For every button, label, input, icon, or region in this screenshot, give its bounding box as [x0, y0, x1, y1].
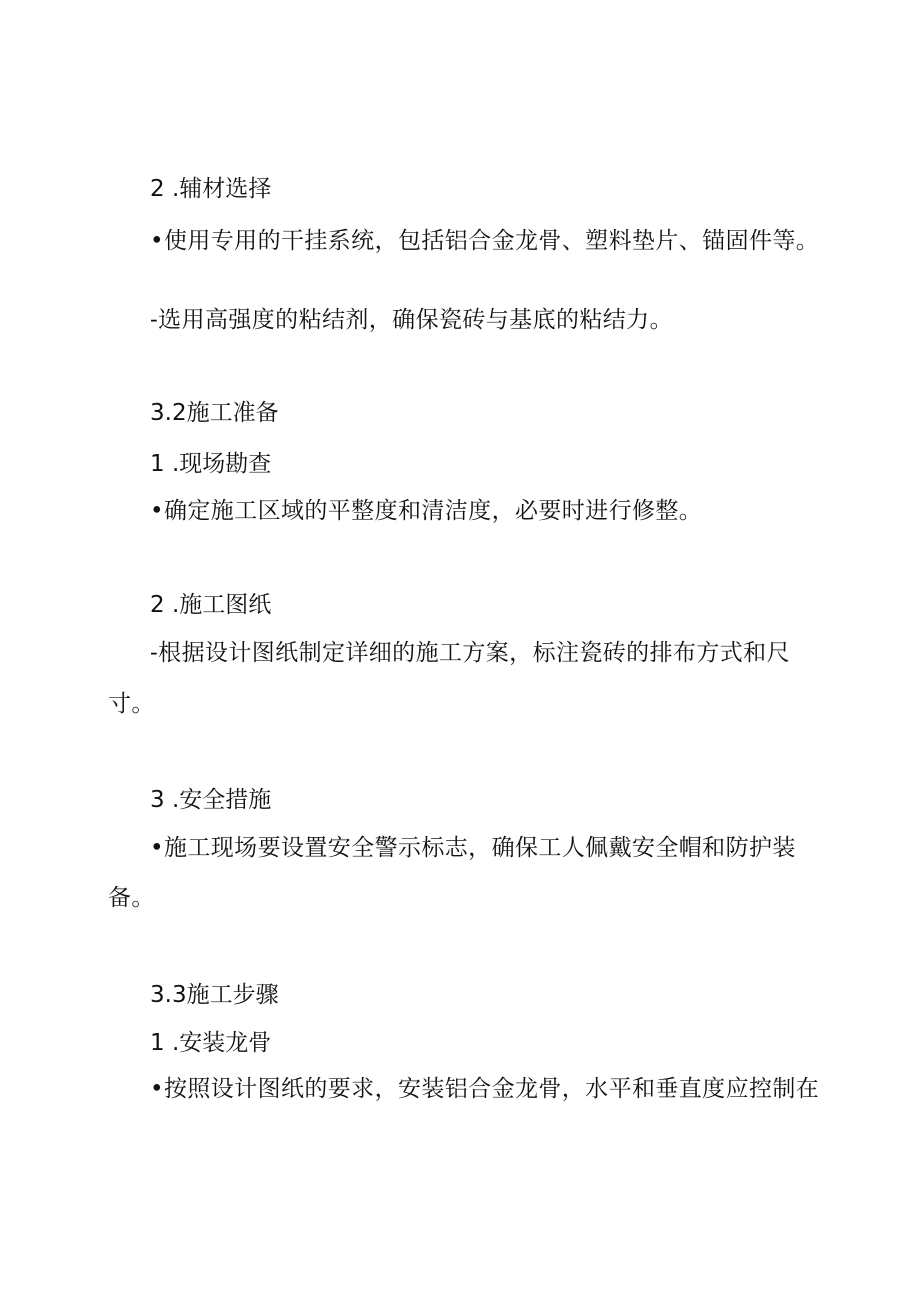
heading-install-keel: 1 .安装龙骨	[150, 1030, 272, 1056]
paragraph-site-survey: •确定施工区域的平整度和清洁度，必要时进行修整。	[150, 498, 703, 524]
paragraph-adhesive: -选用高强度的粘结剂，确保瓷砖与基底的粘结力。	[150, 307, 673, 333]
heading-safety-measures: 3 .安全措施	[150, 787, 272, 813]
heading-section-3-2: 3.2施工准备	[150, 400, 279, 426]
heading-auxiliary-materials: 2 .辅材选择	[150, 176, 272, 202]
heading-construction-drawings: 2 .施工图纸	[150, 592, 272, 618]
heading-site-survey: 1 .现场勘查	[150, 451, 272, 477]
paragraph-construction-drawings-line-1: -根据设计图纸制定详细的施工方案，标注瓷砖的排布方式和尺	[150, 640, 790, 666]
paragraph-safety-measures-line-1: •施工现场要设置安全警示标志，确保工人佩戴安全帽和防护装	[150, 835, 796, 861]
paragraph-safety-measures-line-2: 备。	[108, 885, 155, 911]
paragraph-construction-drawings-line-2: 寸。	[108, 691, 155, 717]
paragraph-install-keel: •按照设计图纸的要求，安装铝合金龙骨，水平和垂直度应控制在	[150, 1076, 820, 1102]
heading-section-3-3: 3.3施工步骤	[150, 982, 279, 1008]
paragraph-dry-hanging-system: •使用专用的干挂系统，包括铝合金龙骨、塑料垫片、锚固件等。	[150, 228, 820, 254]
